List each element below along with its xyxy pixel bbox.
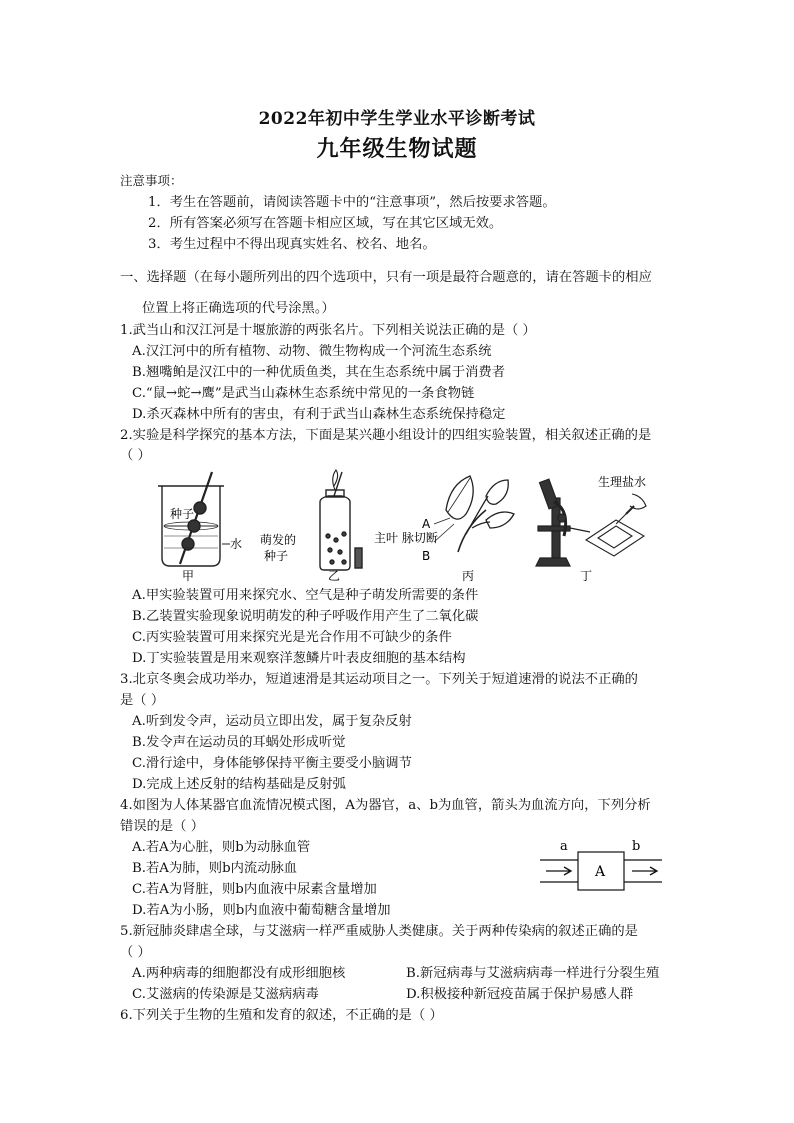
question-3-stem-cont: 是（ ） <box>120 693 165 708</box>
question-6-stem: 6.下列关于生物的生殖和发育的叙述，不正确的是（ ） <box>120 1008 443 1023</box>
question-4-option-c: C.若A为肾脏，则b内血液中尿素含量增加 <box>132 882 377 897</box>
question-3-stem: 3.北京冬奥会成功举办，短道速滑是其运动项目之一。下列关于短道速滑的说法不正确的 <box>120 672 638 687</box>
question-3-option-b: B.发令声在运动员的耳蜗处形成听觉 <box>132 735 346 750</box>
apparatus-ding <box>536 479 590 566</box>
question-2-option-d: D.丁实验装置是用来观察洋葱鳞片叶表皮细胞的基本结构 <box>132 651 466 666</box>
label-jia: 甲 <box>182 569 195 583</box>
label-germinating-1: 萌发的 <box>260 533 297 547</box>
question-1-option-b: B.翘嘴鲌是汉江中的一种优质鱼类，其在生态系统中属于消费者 <box>132 365 506 380</box>
question-4-stem: 4.如图为人体某器官血流情况模式图，A为器官，a、b为血管，箭头为血流方向，下列分析 <box>120 798 651 813</box>
vessel-b-label: b <box>632 839 641 854</box>
question-5-stem-cont: （ ） <box>120 945 151 960</box>
label-a: A <box>422 517 431 531</box>
apparatus-bing <box>434 476 514 552</box>
question-1-option-a: A.汉江河中的所有植物、动物、微生物构成一个河流生态系统 <box>132 344 492 359</box>
notice-item: 1．考生在答题前，请阅读答题卡中的“注意事项”，然后按要求答题。 <box>148 195 556 210</box>
exam-title: 2022年初中学生学业水平诊断考试 <box>258 109 536 129</box>
question-5-option-c: C.艾滋病的传染源是艾滋病病毒 <box>132 987 319 1002</box>
question-5-option-b: B.新冠病毒与艾滋病病毒一样进行分裂生殖 <box>406 966 660 981</box>
question-3-option-d: D.完成上述反射的结构基础是反射弧 <box>132 777 346 792</box>
label-ding: 丁 <box>580 569 593 583</box>
label-germinating-2: 种子 <box>264 549 289 563</box>
question-2-option-a: A.甲实验装置可用来探究水、空气是种子萌发所需要的条件 <box>132 588 479 603</box>
section-heading: 一、选择题（在每小题所列出的四个选项中，只有一项是最符合题意的，请在答题卡的相应 <box>120 270 652 285</box>
label-vein-cut: 主叶 脉切断 <box>374 531 438 545</box>
question-4-option-d: D.若A为小肠，则b内血液中葡萄糖含量增加 <box>132 903 391 918</box>
experiment-figure <box>150 466 670 584</box>
question-1-option-d: D.杀灭森林中所有的害虫，有利于武当山森林生态系统保持稳定 <box>132 407 506 422</box>
question-2-option-b: B.乙装置实验现象说明萌发的种子呼吸作用产生了二氧化碳 <box>132 609 479 624</box>
label-b: B <box>422 549 431 563</box>
question-2-option-c: C.丙实验装置可用来探究光是光合作用不可缺少的条件 <box>132 630 452 645</box>
question-5-option-a: A.两种病毒的细胞都没有成形细胞核 <box>132 966 346 981</box>
blood-flow-diagram <box>538 838 666 892</box>
notice-item: 3．考生过程中不得出现真实姓名、校名、地名。 <box>148 237 436 252</box>
inflow-arrow-icon <box>546 867 571 875</box>
slide-setup <box>586 494 646 556</box>
label-saline: 生理盐水 <box>598 475 647 489</box>
section-heading-cont: 位置上将正确选项的代号涂黑。） <box>142 301 335 316</box>
question-2-stem-cont: （ ） <box>120 448 151 463</box>
question-5-stem: 5.新冠肺炎肆虐全球，与艾滋病一样严重威胁人类健康。关于两种传染病的叙述正确的是 <box>120 924 638 939</box>
question-4-option-b: B.若A为肺，则b内流动脉血 <box>132 861 298 876</box>
question-3-option-c: C.滑行途中，身体能够保持平衡主要受小脑调节 <box>132 756 412 771</box>
organ-label: A <box>595 864 606 880</box>
notice-item: 2．所有答案必须写在答题卡相应区域，写在其它区域无效。 <box>148 216 503 231</box>
question-1-option-c: C.“鼠→蛇→鹰”是武当山森林生态系统中常见的一条食物链 <box>132 386 475 401</box>
label-water: 水 <box>230 537 243 551</box>
label-seed: 种子 <box>170 507 195 521</box>
question-4-stem-cont: 错误的是（ ） <box>120 819 205 834</box>
question-2-stem: 2.实验是科学探究的基本方法，下面是某兴趣小组设计的四组实验装置，相关叙述正确的是 <box>120 428 652 443</box>
question-3-option-a: A.听到发令声，运动员立即出发，属于复杂反射 <box>132 714 412 729</box>
apparatus-yi <box>320 470 362 570</box>
label-bing: 丙 <box>462 569 475 583</box>
question-5-option-d: D.积极接种新冠疫苗属于保护易感人群 <box>406 987 634 1002</box>
notice-heading: 注意事项： <box>120 173 183 188</box>
question-4-option-a: A.若A为心脏，则b为动脉血管 <box>132 840 311 855</box>
exam-subtitle: 九年级生物试题 <box>316 136 478 162</box>
outflow-arrow-icon <box>632 867 657 875</box>
label-yi: 乙 <box>328 569 341 583</box>
vessel-a-label: a <box>560 839 568 854</box>
question-1-stem: 1.武当山和汉江河是十堰旅游的两张名片。下列相关说法正确的是（ ） <box>120 323 536 338</box>
